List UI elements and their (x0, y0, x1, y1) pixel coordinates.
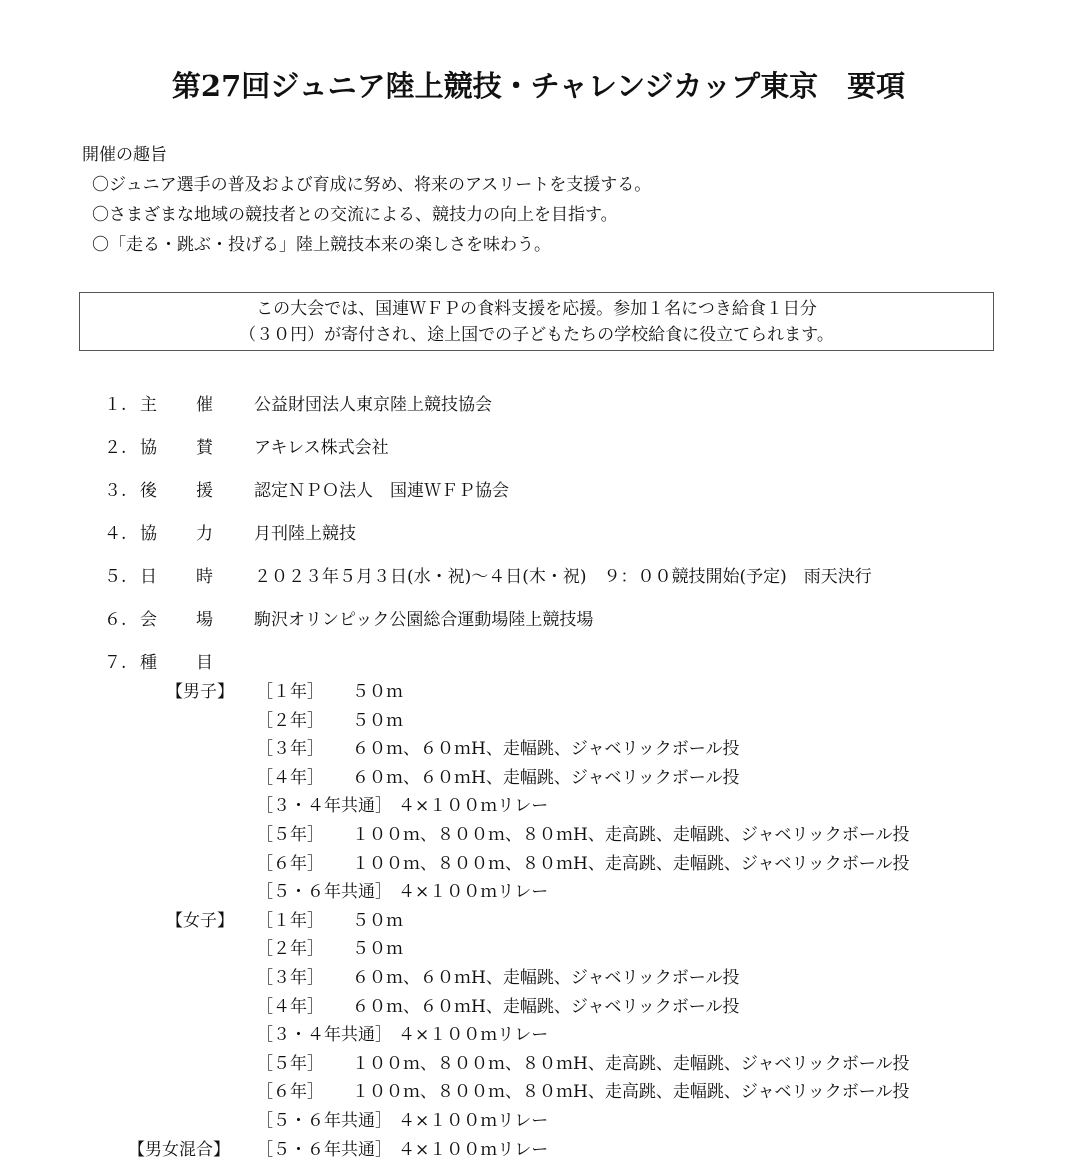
event-grade: ［３・４年共通］ (256, 1025, 392, 1046)
event-grade: ［１年］ (256, 910, 324, 931)
event-names: ４×１００ｍリレー (398, 1111, 549, 1131)
event-names: ６０ｍ、６０ｍH、走幅跳、ジャベリックボール投 (352, 996, 740, 1017)
item-label-char: 力 (196, 524, 213, 544)
item-value: ２０２３年５月３日(水・祝)～４日(木・祝) ９：００競技開始(予定) 雨天決行 (254, 567, 872, 587)
event-names: １００ｍ、８００ｍ、８０ｍH、走高跳、走幅跳、ジャベリックボール投 (352, 825, 910, 845)
event-grade: ［６年］ (256, 853, 324, 874)
event-grade: ［４年］ (256, 996, 324, 1017)
item-label-char: 催 (196, 395, 213, 415)
item-number: ２. (104, 438, 127, 458)
event-names: ４×１００ｍリレー (398, 1139, 549, 1160)
event-grade: ［３年］ (256, 968, 324, 988)
item-number: １. (104, 395, 127, 415)
event-grade: ［５年］ (256, 1053, 324, 1074)
event-names: ５０ｍ (352, 682, 403, 702)
item-label-char: 時 (196, 567, 213, 587)
item-value: アキレス株式会社 (254, 438, 389, 458)
purpose-item: 〇さまざまな地域の競技者との交流による、競技力の向上を目指す。 (92, 205, 618, 225)
event-names: ４×１００ｍリレー (398, 796, 549, 817)
item-number: ３. (104, 481, 127, 501)
event-names: ６０ｍ、６０ｍH、走幅跳、ジャベリックボール投 (352, 767, 740, 788)
item-label-char: 賛 (196, 438, 213, 458)
event-section-label: 【男女混合】 (128, 1139, 230, 1160)
item-label-char: 会 (140, 610, 157, 630)
item-number: ６. (104, 610, 127, 630)
event-grade: ［３・４年共通］ (256, 796, 392, 817)
item-value: 月刊陸上競技 (254, 524, 356, 544)
event-grade: ［５・６年共通］ (256, 1111, 392, 1131)
event-names: ６０ｍ、６０ｍH、走幅跳、ジャベリックボール投 (352, 968, 740, 988)
event-grade: ［２年］ (256, 710, 324, 731)
event-grade: ［５・６年共通］ (256, 882, 392, 903)
event-grade: ［４年］ (256, 767, 324, 788)
item-label-char: 協 (140, 524, 157, 544)
event-section-label: 【男子】 (166, 682, 234, 702)
event-names: ４×１００ｍリレー (398, 882, 549, 903)
event-names: ５０ｍ (352, 939, 403, 960)
item-label-char: 種 (140, 653, 157, 673)
item-value: 認定ＮＰＯ法人 国連ＷＦＰ協会 (254, 481, 509, 501)
item-number: ４. (104, 524, 127, 544)
item-number: ５. (104, 567, 127, 587)
event-names: ５０ｍ (352, 910, 403, 931)
event-grade: ［５・６年共通］ (256, 1139, 392, 1160)
purpose-item: 〇ジュニア選手の普及および育成に努め、将来のアスリートを支援する。 (92, 175, 652, 195)
purpose-heading: 開催の趣旨 (82, 145, 167, 165)
event-grade: ［３年］ (256, 739, 324, 760)
event-grade: ［１年］ (256, 682, 324, 702)
item-label-char: 主 (140, 395, 157, 415)
document-title: 第27回ジュニア陸上競技・チャレンジカップ東京 要項 (171, 69, 906, 103)
item-label-char: 場 (196, 610, 213, 630)
event-section-label: 【女子】 (166, 910, 234, 931)
notice-line: この大会では、国連ＷＦＰの食料支援を応援。参加１名につき給食１日分 (256, 299, 817, 319)
notice-line: （３０円）が寄付され、途上国での子どもたちの学校給食に役立てられます。 (239, 325, 834, 345)
item-value: 駒沢オリンピック公園総合運動場陸上競技場 (254, 610, 594, 630)
item-number: ７. (104, 653, 127, 673)
purpose-list (92, 172, 651, 262)
purpose-item: 〇「走る・跳ぶ・投げる」陸上競技本来の楽しさを味わう。 (92, 235, 551, 255)
item-label-char: 後 (140, 481, 157, 501)
event-names: １００ｍ、８００ｍ、８０ｍH、走高跳、走幅跳、ジャベリックボール投 (352, 1082, 910, 1103)
event-grade: ［５年］ (256, 825, 324, 845)
event-grade: ［６年］ (256, 1082, 324, 1103)
wfp-notice-box (79, 292, 994, 351)
event-names: １００ｍ、８００ｍ、８０ｍH、走高跳、走幅跳、ジャベリックボール投 (352, 853, 910, 874)
item-label-char: 日 (140, 567, 157, 587)
item-label-char: 援 (196, 481, 213, 501)
item-value: 公益財団法人東京陸上競技協会 (254, 395, 492, 415)
event-names: ５０ｍ (352, 710, 403, 731)
event-names: ４×１００ｍリレー (398, 1025, 549, 1046)
event-grade: ［２年］ (256, 939, 324, 960)
item-label-char: 目 (196, 653, 213, 673)
item-label-char: 協 (140, 438, 157, 458)
event-names: ６０ｍ、６０ｍH、走幅跳、ジャベリックボール投 (352, 739, 740, 760)
event-names: １００ｍ、８００ｍ、８０ｍH、走高跳、走幅跳、ジャベリックボール投 (352, 1053, 910, 1074)
